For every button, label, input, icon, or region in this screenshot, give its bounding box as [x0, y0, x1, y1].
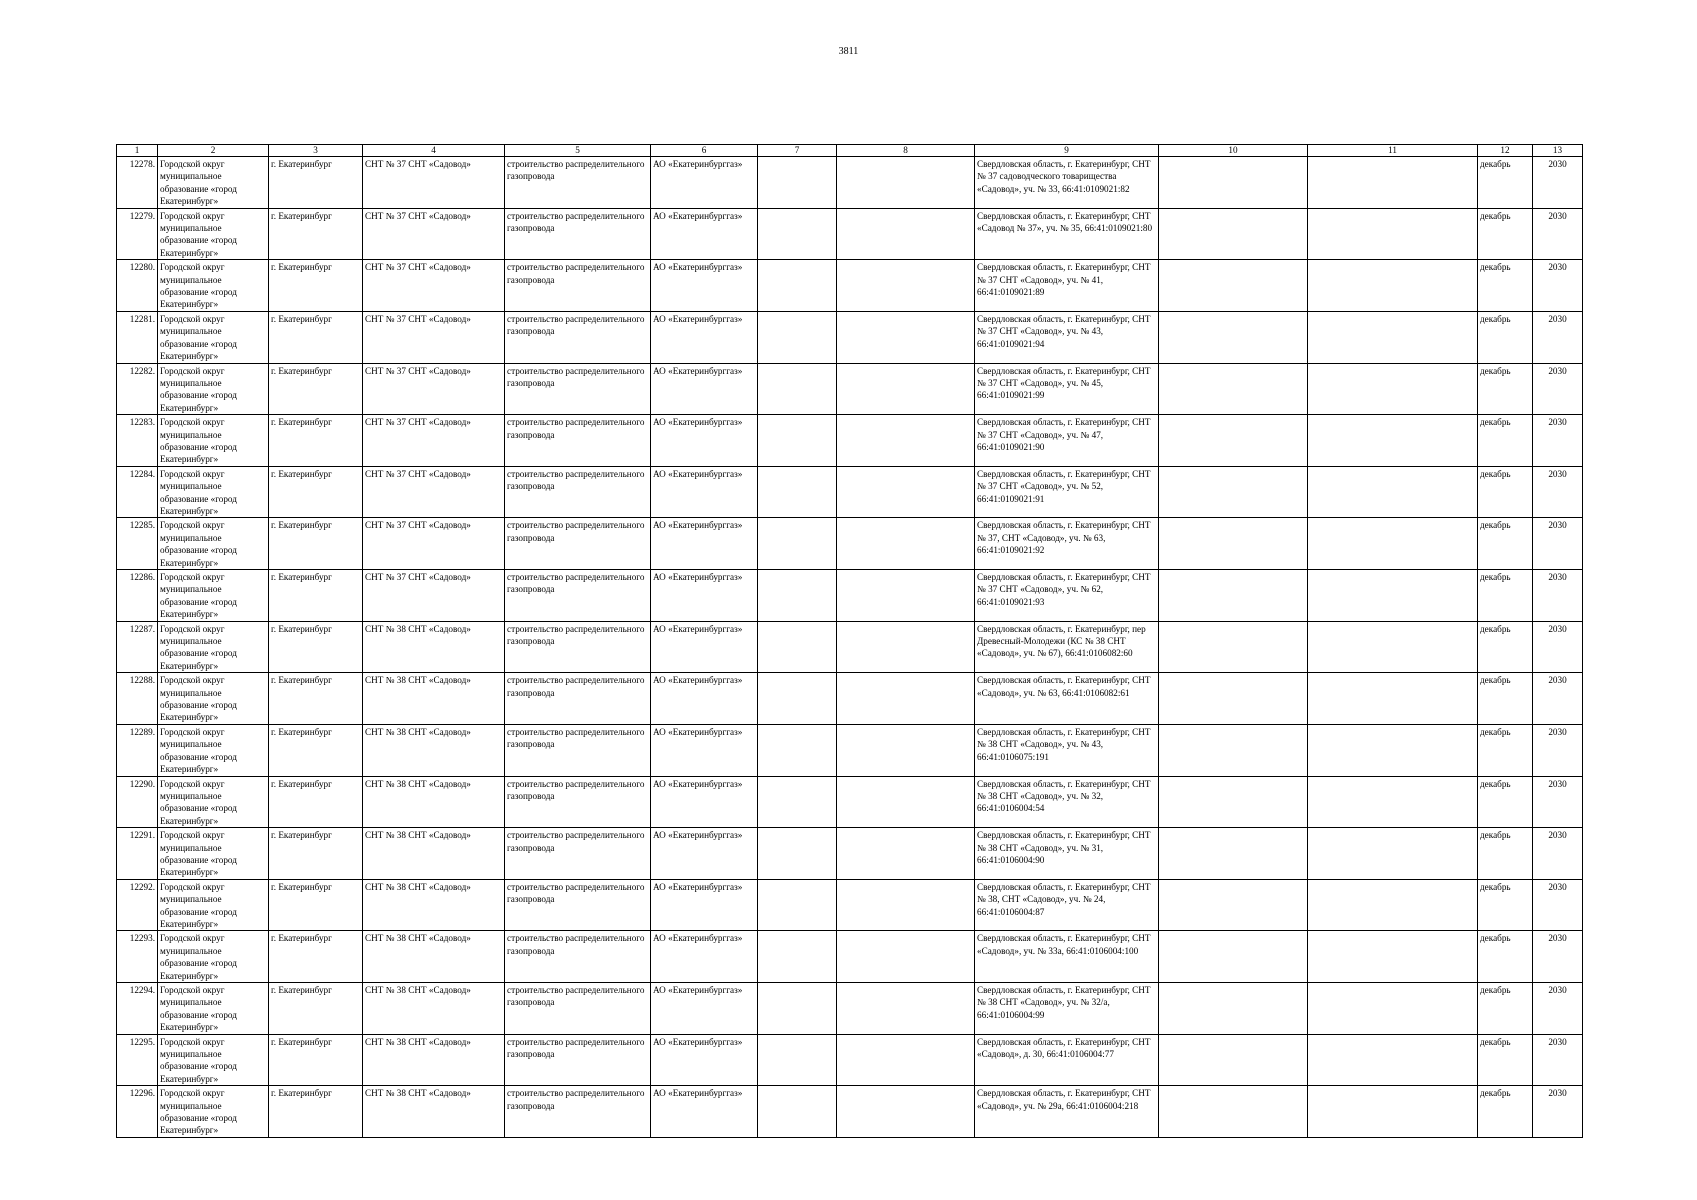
table-row: [117, 415, 1583, 467]
column-8-cell: [837, 724, 975, 776]
address-cell: Свердловская область, г. Екатеринбург, СНТ «Садовод», уч. № 63, 66:41:0106082:61: [975, 673, 1159, 725]
year-cell: 2030: [1533, 724, 1583, 776]
column-8-cell: [837, 311, 975, 363]
city-cell: г. Екатеринбург: [269, 776, 363, 828]
object-cell: СНТ № 37 СНТ «Садовод»: [363, 260, 505, 312]
table-row: [117, 828, 1583, 880]
month-cell: декабрь: [1478, 570, 1533, 622]
organization-cell: АО «Екатеринбурггаз»: [651, 157, 758, 209]
table-row: [117, 1034, 1583, 1086]
work-type-cell: строительство распределительного газопровода: [505, 157, 651, 209]
address-cell: Свердловская область, г. Екатеринбург, СНТ № 37 СНТ «Садовод», уч. № 52, 66:41:0109021:91: [975, 466, 1159, 518]
municipality-cell: Городской округ муниципальное образование «город Екатеринбург»: [158, 157, 269, 209]
object-cell: СНТ № 37 СНТ «Садовод»: [363, 466, 505, 518]
year-cell: 2030: [1533, 776, 1583, 828]
row-number: 12279.: [117, 208, 158, 260]
municipality-cell: Городской округ муниципальное образование «город Екатеринбург»: [158, 983, 269, 1035]
row-number: 12282.: [117, 363, 158, 415]
organization-cell: АО «Екатеринбурггаз»: [651, 776, 758, 828]
month-cell: декабрь: [1478, 931, 1533, 983]
column-10-cell: [1159, 518, 1308, 570]
municipality-cell: Городской округ муниципальное образование «город Екатеринбург»: [158, 724, 269, 776]
column-header-6: 6: [651, 145, 758, 157]
column-11-cell: [1308, 673, 1478, 725]
table-row: [117, 157, 1583, 209]
table-row: [117, 311, 1583, 363]
year-cell: 2030: [1533, 518, 1583, 570]
column-8-cell: [837, 518, 975, 570]
object-cell: СНТ № 37 СНТ «Садовод»: [363, 415, 505, 467]
organization-cell: АО «Екатеринбурггаз»: [651, 828, 758, 880]
object-cell: СНТ № 38 СНТ «Садовод»: [363, 983, 505, 1035]
month-cell: декабрь: [1478, 673, 1533, 725]
page-number: 3811: [838, 46, 859, 57]
address-cell: Свердловская область, г. Екатеринбург, СНТ № 37 СНТ «Садовод», уч. № 47, 66:41:0109021:90: [975, 415, 1159, 467]
city-cell: г. Екатеринбург: [269, 570, 363, 622]
column-10-cell: [1159, 828, 1308, 880]
column-7-cell: [758, 260, 837, 312]
city-cell: г. Екатеринбург: [269, 931, 363, 983]
year-cell: 2030: [1533, 260, 1583, 312]
city-cell: г. Екатеринбург: [269, 1034, 363, 1086]
column-10-cell: [1159, 570, 1308, 622]
table-row: [117, 518, 1583, 570]
object-cell: СНТ № 37 СНТ «Садовод»: [363, 157, 505, 209]
address-cell: Свердловская область, г. Екатеринбург, СНТ № 38, СНТ «Садовод», уч. № 24, 66:41:0106004:87: [975, 879, 1159, 931]
column-7-cell: [758, 311, 837, 363]
column-7-cell: [758, 208, 837, 260]
table-header-row: [117, 145, 1583, 157]
object-cell: СНТ № 37 СНТ «Садовод»: [363, 570, 505, 622]
row-number: 12287.: [117, 621, 158, 673]
table-row: [117, 673, 1583, 725]
column-header-11: 11: [1308, 145, 1478, 157]
year-cell: 2030: [1533, 466, 1583, 518]
municipality-cell: Городской округ муниципальное образование «город Екатеринбург»: [158, 673, 269, 725]
year-cell: 2030: [1533, 621, 1583, 673]
work-type-cell: строительство распределительного газопровода: [505, 673, 651, 725]
city-cell: г. Екатеринбург: [269, 363, 363, 415]
organization-cell: АО «Екатеринбурггаз»: [651, 415, 758, 467]
year-cell: 2030: [1533, 673, 1583, 725]
address-cell: Свердловская область, г. Екатеринбург, пер Древесный-Молодежи (КС № 38 СНТ «Садовод», уч. № 67), 66:41:0106082:60: [975, 621, 1159, 673]
column-11-cell: [1308, 363, 1478, 415]
address-cell: Свердловская область, г. Екатеринбург, СНТ № 37 СНТ «Садовод», уч. № 41, 66:41:0109021:89: [975, 260, 1159, 312]
work-type-cell: строительство распределительного газопровода: [505, 931, 651, 983]
column-11-cell: [1308, 983, 1478, 1035]
column-7-cell: [758, 363, 837, 415]
column-header-1: 1: [117, 145, 158, 157]
column-11-cell: [1308, 311, 1478, 363]
object-cell: СНТ № 37 СНТ «Садовод»: [363, 363, 505, 415]
year-cell: 2030: [1533, 828, 1583, 880]
row-number: 12291.: [117, 828, 158, 880]
column-10-cell: [1159, 621, 1308, 673]
object-cell: СНТ № 38 СНТ «Садовод»: [363, 879, 505, 931]
column-10-cell: [1159, 1034, 1308, 1086]
column-7-cell: [758, 673, 837, 725]
column-7-cell: [758, 983, 837, 1035]
column-8-cell: [837, 879, 975, 931]
object-cell: СНТ № 37 СНТ «Садовод»: [363, 518, 505, 570]
table-row: [117, 621, 1583, 673]
work-type-cell: строительство распределительного газопровода: [505, 208, 651, 260]
city-cell: г. Екатеринбург: [269, 208, 363, 260]
column-11-cell: [1308, 415, 1478, 467]
year-cell: 2030: [1533, 157, 1583, 209]
column-7-cell: [758, 415, 837, 467]
column-8-cell: [837, 157, 975, 209]
address-cell: Свердловская область, г. Екатеринбург, СНТ «Садовод», д. 30, 66:41:0106004:77: [975, 1034, 1159, 1086]
city-cell: г. Екатеринбург: [269, 311, 363, 363]
city-cell: г. Екатеринбург: [269, 621, 363, 673]
address-cell: Свердловская область, г. Екатеринбург, СНТ № 37 СНТ «Садовод», уч. № 62, 66:41:0109021:93: [975, 570, 1159, 622]
organization-cell: АО «Екатеринбурггаз»: [651, 311, 758, 363]
column-7-cell: [758, 157, 837, 209]
work-type-cell: строительство распределительного газопровода: [505, 363, 651, 415]
column-8-cell: [837, 776, 975, 828]
organization-cell: АО «Екатеринбурггаз»: [651, 983, 758, 1035]
year-cell: 2030: [1533, 1086, 1583, 1138]
column-10-cell: [1159, 415, 1308, 467]
address-cell: Свердловская область, г. Екатеринбург, СНТ «Садовод», уч. № 29а, 66:41:0106004:218: [975, 1086, 1159, 1138]
column-8-cell: [837, 415, 975, 467]
column-8-cell: [837, 1034, 975, 1086]
month-cell: декабрь: [1478, 879, 1533, 931]
column-8-cell: [837, 260, 975, 312]
table-row: [117, 776, 1583, 828]
address-cell: Свердловская область, г. Екатеринбург, СНТ № 38 СНТ «Садовод», уч. № 31, 66:41:0106004:90: [975, 828, 1159, 880]
object-cell: СНТ № 38 СНТ «Садовод»: [363, 673, 505, 725]
column-10-cell: [1159, 157, 1308, 209]
month-cell: декабрь: [1478, 724, 1533, 776]
column-7-cell: [758, 931, 837, 983]
year-cell: 2030: [1533, 931, 1583, 983]
column-7-cell: [758, 1086, 837, 1138]
city-cell: г. Екатеринбург: [269, 724, 363, 776]
column-7-cell: [758, 828, 837, 880]
column-11-cell: [1308, 621, 1478, 673]
month-cell: декабрь: [1478, 983, 1533, 1035]
column-10-cell: [1159, 931, 1308, 983]
municipality-cell: Городской округ муниципальное образование «город Екатеринбург»: [158, 260, 269, 312]
year-cell: 2030: [1533, 415, 1583, 467]
object-cell: СНТ № 38 СНТ «Садовод»: [363, 776, 505, 828]
municipality-cell: Городской округ муниципальное образование «город Екатеринбург»: [158, 570, 269, 622]
month-cell: декабрь: [1478, 1034, 1533, 1086]
address-cell: Свердловская область, г. Екатеринбург, СНТ № 37 СНТ «Садовод», уч. № 45, 66:41:0109021:99: [975, 363, 1159, 415]
table-row: [117, 879, 1583, 931]
work-type-cell: строительство распределительного газопровода: [505, 1086, 651, 1138]
address-cell: Свердловская область, г. Екатеринбург, СНТ «Садовод № 37», уч. № 35, 66:41:0109021:80: [975, 208, 1159, 260]
address-cell: Свердловская область, г. Екатеринбург, СНТ № 37 СНТ «Садовод», уч. № 43, 66:41:0109021:94: [975, 311, 1159, 363]
work-type-cell: строительство распределительного газопровода: [505, 828, 651, 880]
column-11-cell: [1308, 776, 1478, 828]
year-cell: 2030: [1533, 311, 1583, 363]
column-7-cell: [758, 570, 837, 622]
city-cell: г. Екатеринбург: [269, 879, 363, 931]
column-11-cell: [1308, 208, 1478, 260]
work-type-cell: строительство распределительного газопровода: [505, 466, 651, 518]
column-11-cell: [1308, 931, 1478, 983]
column-10-cell: [1159, 776, 1308, 828]
work-type-cell: строительство распределительного газопровода: [505, 983, 651, 1035]
city-cell: г. Екатеринбург: [269, 828, 363, 880]
column-10-cell: [1159, 311, 1308, 363]
municipality-cell: Городской округ муниципальное образование «город Екатеринбург»: [158, 828, 269, 880]
address-cell: Свердловская область, г. Екатеринбург, СНТ «Садовод», уч. № 33а, 66:41:0106004:100: [975, 931, 1159, 983]
column-7-cell: [758, 466, 837, 518]
row-number: 12285.: [117, 518, 158, 570]
table-row: [117, 570, 1583, 622]
table-row: [117, 931, 1583, 983]
year-cell: 2030: [1533, 1034, 1583, 1086]
column-header-12: 12: [1478, 145, 1533, 157]
work-type-cell: строительство распределительного газопровода: [505, 518, 651, 570]
year-cell: 2030: [1533, 363, 1583, 415]
month-cell: декабрь: [1478, 621, 1533, 673]
column-10-cell: [1159, 879, 1308, 931]
work-type-cell: строительство распределительного газопровода: [505, 415, 651, 467]
column-8-cell: [837, 466, 975, 518]
organization-cell: АО «Екатеринбурггаз»: [651, 466, 758, 518]
column-11-cell: [1308, 879, 1478, 931]
row-number: 12284.: [117, 466, 158, 518]
city-cell: г. Екатеринбург: [269, 415, 363, 467]
column-10-cell: [1159, 1086, 1308, 1138]
column-10-cell: [1159, 673, 1308, 725]
column-header-3: 3: [269, 145, 363, 157]
organization-cell: АО «Екатеринбурггаз»: [651, 621, 758, 673]
column-header-5: 5: [505, 145, 651, 157]
month-cell: декабрь: [1478, 518, 1533, 570]
month-cell: декабрь: [1478, 1086, 1533, 1138]
city-cell: г. Екатеринбург: [269, 157, 363, 209]
object-cell: СНТ № 37 СНТ «Садовод»: [363, 208, 505, 260]
year-cell: 2030: [1533, 983, 1583, 1035]
table-row: [117, 983, 1583, 1035]
organization-cell: АО «Екатеринбурггаз»: [651, 570, 758, 622]
column-10-cell: [1159, 208, 1308, 260]
organization-cell: АО «Екатеринбурггаз»: [651, 931, 758, 983]
address-cell: Свердловская область, г. Екатеринбург, СНТ № 38 СНТ «Садовод», уч. № 32/а, 66:41:0106004:99: [975, 983, 1159, 1035]
municipality-cell: Городской округ муниципальное образование «город Екатеринбург»: [158, 621, 269, 673]
column-11-cell: [1308, 157, 1478, 209]
row-number: 12286.: [117, 570, 158, 622]
month-cell: декабрь: [1478, 260, 1533, 312]
municipality-cell: Городской округ муниципальное образование «город Екатеринбург»: [158, 415, 269, 467]
municipality-cell: Городской округ муниципальное образование «город Екатеринбург»: [158, 518, 269, 570]
municipality-cell: Городской округ муниципальное образование «город Екатеринбург»: [158, 879, 269, 931]
column-header-4: 4: [363, 145, 505, 157]
city-cell: г. Екатеринбург: [269, 466, 363, 518]
column-11-cell: [1308, 828, 1478, 880]
column-7-cell: [758, 621, 837, 673]
column-header-13: 13: [1533, 145, 1583, 157]
row-number: 12280.: [117, 260, 158, 312]
organization-cell: АО «Екатеринбурггаз»: [651, 724, 758, 776]
year-cell: 2030: [1533, 208, 1583, 260]
table-row: [117, 260, 1583, 312]
work-type-cell: строительство распределительного газопровода: [505, 879, 651, 931]
organization-cell: АО «Екатеринбурггаз»: [651, 260, 758, 312]
row-number: 12281.: [117, 311, 158, 363]
municipality-cell: Городской округ муниципальное образование «город Екатеринбург»: [158, 466, 269, 518]
column-8-cell: [837, 621, 975, 673]
address-cell: Свердловская область, г. Екатеринбург, СНТ № 38 СНТ «Садовод», уч. № 43, 66:41:0106075:191: [975, 724, 1159, 776]
municipality-cell: Городской округ муниципальное образование «город Екатеринбург»: [158, 931, 269, 983]
object-cell: СНТ № 38 СНТ «Садовод»: [363, 724, 505, 776]
year-cell: 2030: [1533, 879, 1583, 931]
month-cell: декабрь: [1478, 157, 1533, 209]
work-type-cell: строительство распределительного газопровода: [505, 1034, 651, 1086]
data-table: [116, 144, 1583, 1138]
column-header-10: 10: [1159, 145, 1308, 157]
column-7-cell: [758, 776, 837, 828]
row-number: 12289.: [117, 724, 158, 776]
organization-cell: АО «Екатеринбурггаз»: [651, 363, 758, 415]
column-10-cell: [1159, 260, 1308, 312]
column-8-cell: [837, 983, 975, 1035]
municipality-cell: Городской округ муниципальное образование «город Екатеринбург»: [158, 363, 269, 415]
city-cell: г. Екатеринбург: [269, 260, 363, 312]
year-cell: 2030: [1533, 570, 1583, 622]
municipality-cell: Городской округ муниципальное образование «город Екатеринбург»: [158, 776, 269, 828]
city-cell: г. Екатеринбург: [269, 1086, 363, 1138]
organization-cell: АО «Екатеринбурггаз»: [651, 1086, 758, 1138]
row-number: 12296.: [117, 1086, 158, 1138]
column-8-cell: [837, 570, 975, 622]
column-8-cell: [837, 673, 975, 725]
column-8-cell: [837, 828, 975, 880]
municipality-cell: Городской округ муниципальное образование «город Екатеринбург»: [158, 208, 269, 260]
object-cell: СНТ № 37 СНТ «Садовод»: [363, 311, 505, 363]
work-type-cell: строительство распределительного газопровода: [505, 311, 651, 363]
column-11-cell: [1308, 1034, 1478, 1086]
row-number: 12293.: [117, 931, 158, 983]
column-8-cell: [837, 931, 975, 983]
column-7-cell: [758, 879, 837, 931]
organization-cell: АО «Екатеринбурггаз»: [651, 879, 758, 931]
city-cell: г. Екатеринбург: [269, 673, 363, 725]
municipality-cell: Городской округ муниципальное образование «город Екатеринбург»: [158, 1086, 269, 1138]
row-number: 12292.: [117, 879, 158, 931]
address-cell: Свердловская область, г. Екатеринбург, СНТ № 38 СНТ «Садовод», уч. № 32, 66:41:0106004:54: [975, 776, 1159, 828]
column-11-cell: [1308, 518, 1478, 570]
row-number: 12278.: [117, 157, 158, 209]
table-row: [117, 363, 1583, 415]
month-cell: декабрь: [1478, 311, 1533, 363]
table-row: [117, 1086, 1583, 1138]
column-11-cell: [1308, 1086, 1478, 1138]
column-7-cell: [758, 1034, 837, 1086]
column-10-cell: [1159, 983, 1308, 1035]
column-11-cell: [1308, 466, 1478, 518]
organization-cell: АО «Екатеринбурггаз»: [651, 673, 758, 725]
organization-cell: АО «Екатеринбурггаз»: [651, 518, 758, 570]
object-cell: СНТ № 38 СНТ «Садовод»: [363, 828, 505, 880]
work-type-cell: строительство распределительного газопровода: [505, 776, 651, 828]
month-cell: декабрь: [1478, 208, 1533, 260]
object-cell: СНТ № 38 СНТ «Садовод»: [363, 931, 505, 983]
object-cell: СНТ № 38 СНТ «Садовод»: [363, 621, 505, 673]
column-8-cell: [837, 208, 975, 260]
column-11-cell: [1308, 260, 1478, 312]
column-header-8: 8: [837, 145, 975, 157]
address-cell: Свердловская область, г. Екатеринбург, СНТ № 37 садоводческого товарищества «Садовод», уч. № 33, 66:41:0109021:82: [975, 157, 1159, 209]
row-number: 12290.: [117, 776, 158, 828]
column-header-9: 9: [975, 145, 1159, 157]
address-cell: Свердловская область, г. Екатеринбург, СНТ № 37, СНТ «Садовод», уч. № 63, 66:41:0109021:92: [975, 518, 1159, 570]
month-cell: декабрь: [1478, 466, 1533, 518]
column-11-cell: [1308, 724, 1478, 776]
row-number: 12295.: [117, 1034, 158, 1086]
object-cell: СНТ № 38 СНТ «Садовод»: [363, 1086, 505, 1138]
work-type-cell: строительство распределительного газопровода: [505, 570, 651, 622]
column-10-cell: [1159, 363, 1308, 415]
column-8-cell: [837, 1086, 975, 1138]
work-type-cell: строительство распределительного газопровода: [505, 260, 651, 312]
work-type-cell: строительство распределительного газопровода: [505, 724, 651, 776]
column-7-cell: [758, 724, 837, 776]
row-number: 12294.: [117, 983, 158, 1035]
table-body: [117, 157, 1583, 1138]
column-header-2: 2: [158, 145, 269, 157]
municipality-cell: Городской округ муниципальное образование «город Екатеринбург»: [158, 1034, 269, 1086]
table-row: [117, 724, 1583, 776]
month-cell: декабрь: [1478, 363, 1533, 415]
city-cell: г. Екатеринбург: [269, 518, 363, 570]
row-number: 12288.: [117, 673, 158, 725]
month-cell: декабрь: [1478, 776, 1533, 828]
month-cell: декабрь: [1478, 415, 1533, 467]
column-10-cell: [1159, 724, 1308, 776]
city-cell: г. Екатеринбург: [269, 983, 363, 1035]
column-header-7: 7: [758, 145, 837, 157]
work-type-cell: строительство распределительного газопровода: [505, 621, 651, 673]
organization-cell: АО «Екатеринбурггаз»: [651, 1034, 758, 1086]
organization-cell: АО «Екатеринбурггаз»: [651, 208, 758, 260]
table-row: [117, 208, 1583, 260]
column-7-cell: [758, 518, 837, 570]
month-cell: декабрь: [1478, 828, 1533, 880]
column-11-cell: [1308, 570, 1478, 622]
table-row: [117, 466, 1583, 518]
row-number: 12283.: [117, 415, 158, 467]
column-8-cell: [837, 363, 975, 415]
column-10-cell: [1159, 466, 1308, 518]
object-cell: СНТ № 38 СНТ «Садовод»: [363, 1034, 505, 1086]
municipality-cell: Городской округ муниципальное образование «город Екатеринбург»: [158, 311, 269, 363]
